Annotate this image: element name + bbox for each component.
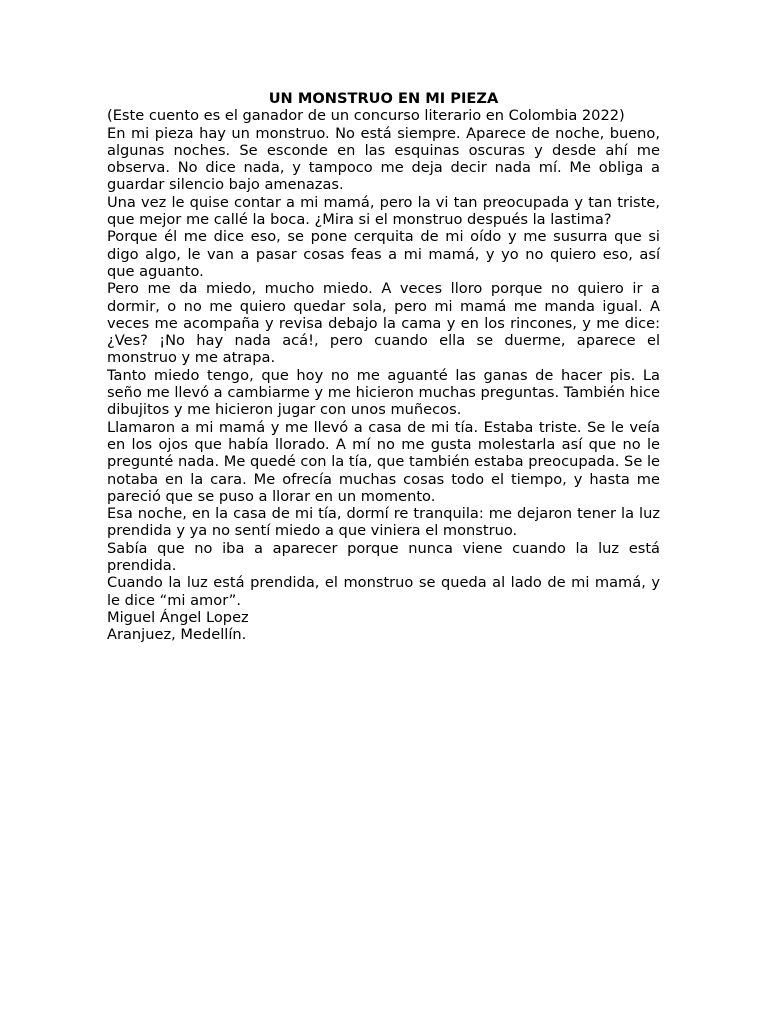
document-subtitle: (Este cuento es el ganador de un concurso literario en Colombia 2022): [107, 107, 625, 125]
author-location: Aranjuez, Medellín.: [107, 626, 247, 644]
paragraph: Esa noche, en la casa de mi tía, dormí re tranquila: me dejaron tener la luz prendida y ya no sentí miedo a que viniera el monstruo.: [107, 505, 660, 540]
paragraph: Llamaron a mi mamá y me llevó a casa de mi tía. Estaba triste. Se le veía en los ojos que había llorado. A mí no me gusta molestarla así que no le pregunté nada. Me quedé con la tía, que también estaba preocupada. Se le notaba en la cara. Me ofrecía muchas cosas todo el tiempo, y hasta me pareció que se puso a llorar en un momento.: [107, 418, 660, 505]
paragraph: En mi pieza hay un monstruo. No está siempre. Aparece de noche, bueno, algunas noches. Se esconde en las esquinas oscuras y desde ahí me observa. No dice nada, y tampoco me deja decir nada mí. Me obliga a guardar silencio bajo amenazas.: [107, 124, 660, 194]
paragraph: Sabía que no iba a aparecer porque nunca viene cuando la luz está prendida.: [107, 539, 660, 575]
paragraph: Pero me da miedo, mucho miedo. A veces lloro porque no quiero ir a dormir, o no me quiero quedar sola, pero mi mamá me manda igual. A veces me acompaña y revisa debajo la cama y en los rincones, y me dice: ¿Ves? ¡No hay nada acá!, pero cuando ella se duerme, aparece el monstruo y me atrapa.: [107, 280, 660, 367]
paragraph: Cuando la luz está prendida, el monstruo se queda al lado de mi mamá, y le dice “mi amor”.: [107, 574, 660, 609]
document-title: UN MONSTRUO EN MI PIEZA: [268, 90, 499, 107]
paragraph: Tanto miedo tengo, que hoy no me aguanté las ganas de hacer pis. La seño me llevó a cambiarme y me hicieron muchas preguntas. También hice dibujitos y me hicieron jugar con unos muñecos.: [107, 366, 660, 419]
paragraph: Porque él me dice eso, se pone cerquita de mi oído y me susurra que si digo algo, le van a pasar cosas feas a mi mamá, y yo no quiero eso, así que aguanto.: [107, 228, 660, 280]
author-name: Miguel Ángel Lopez: [107, 608, 249, 626]
paragraph: Una vez le quise contar a mi mamá, pero la vi tan preocupada y tan triste, que mejor me callé la boca. ¿Mira si el monstruo después la lastima?: [107, 193, 660, 229]
document-page: [107, 90, 660, 644]
